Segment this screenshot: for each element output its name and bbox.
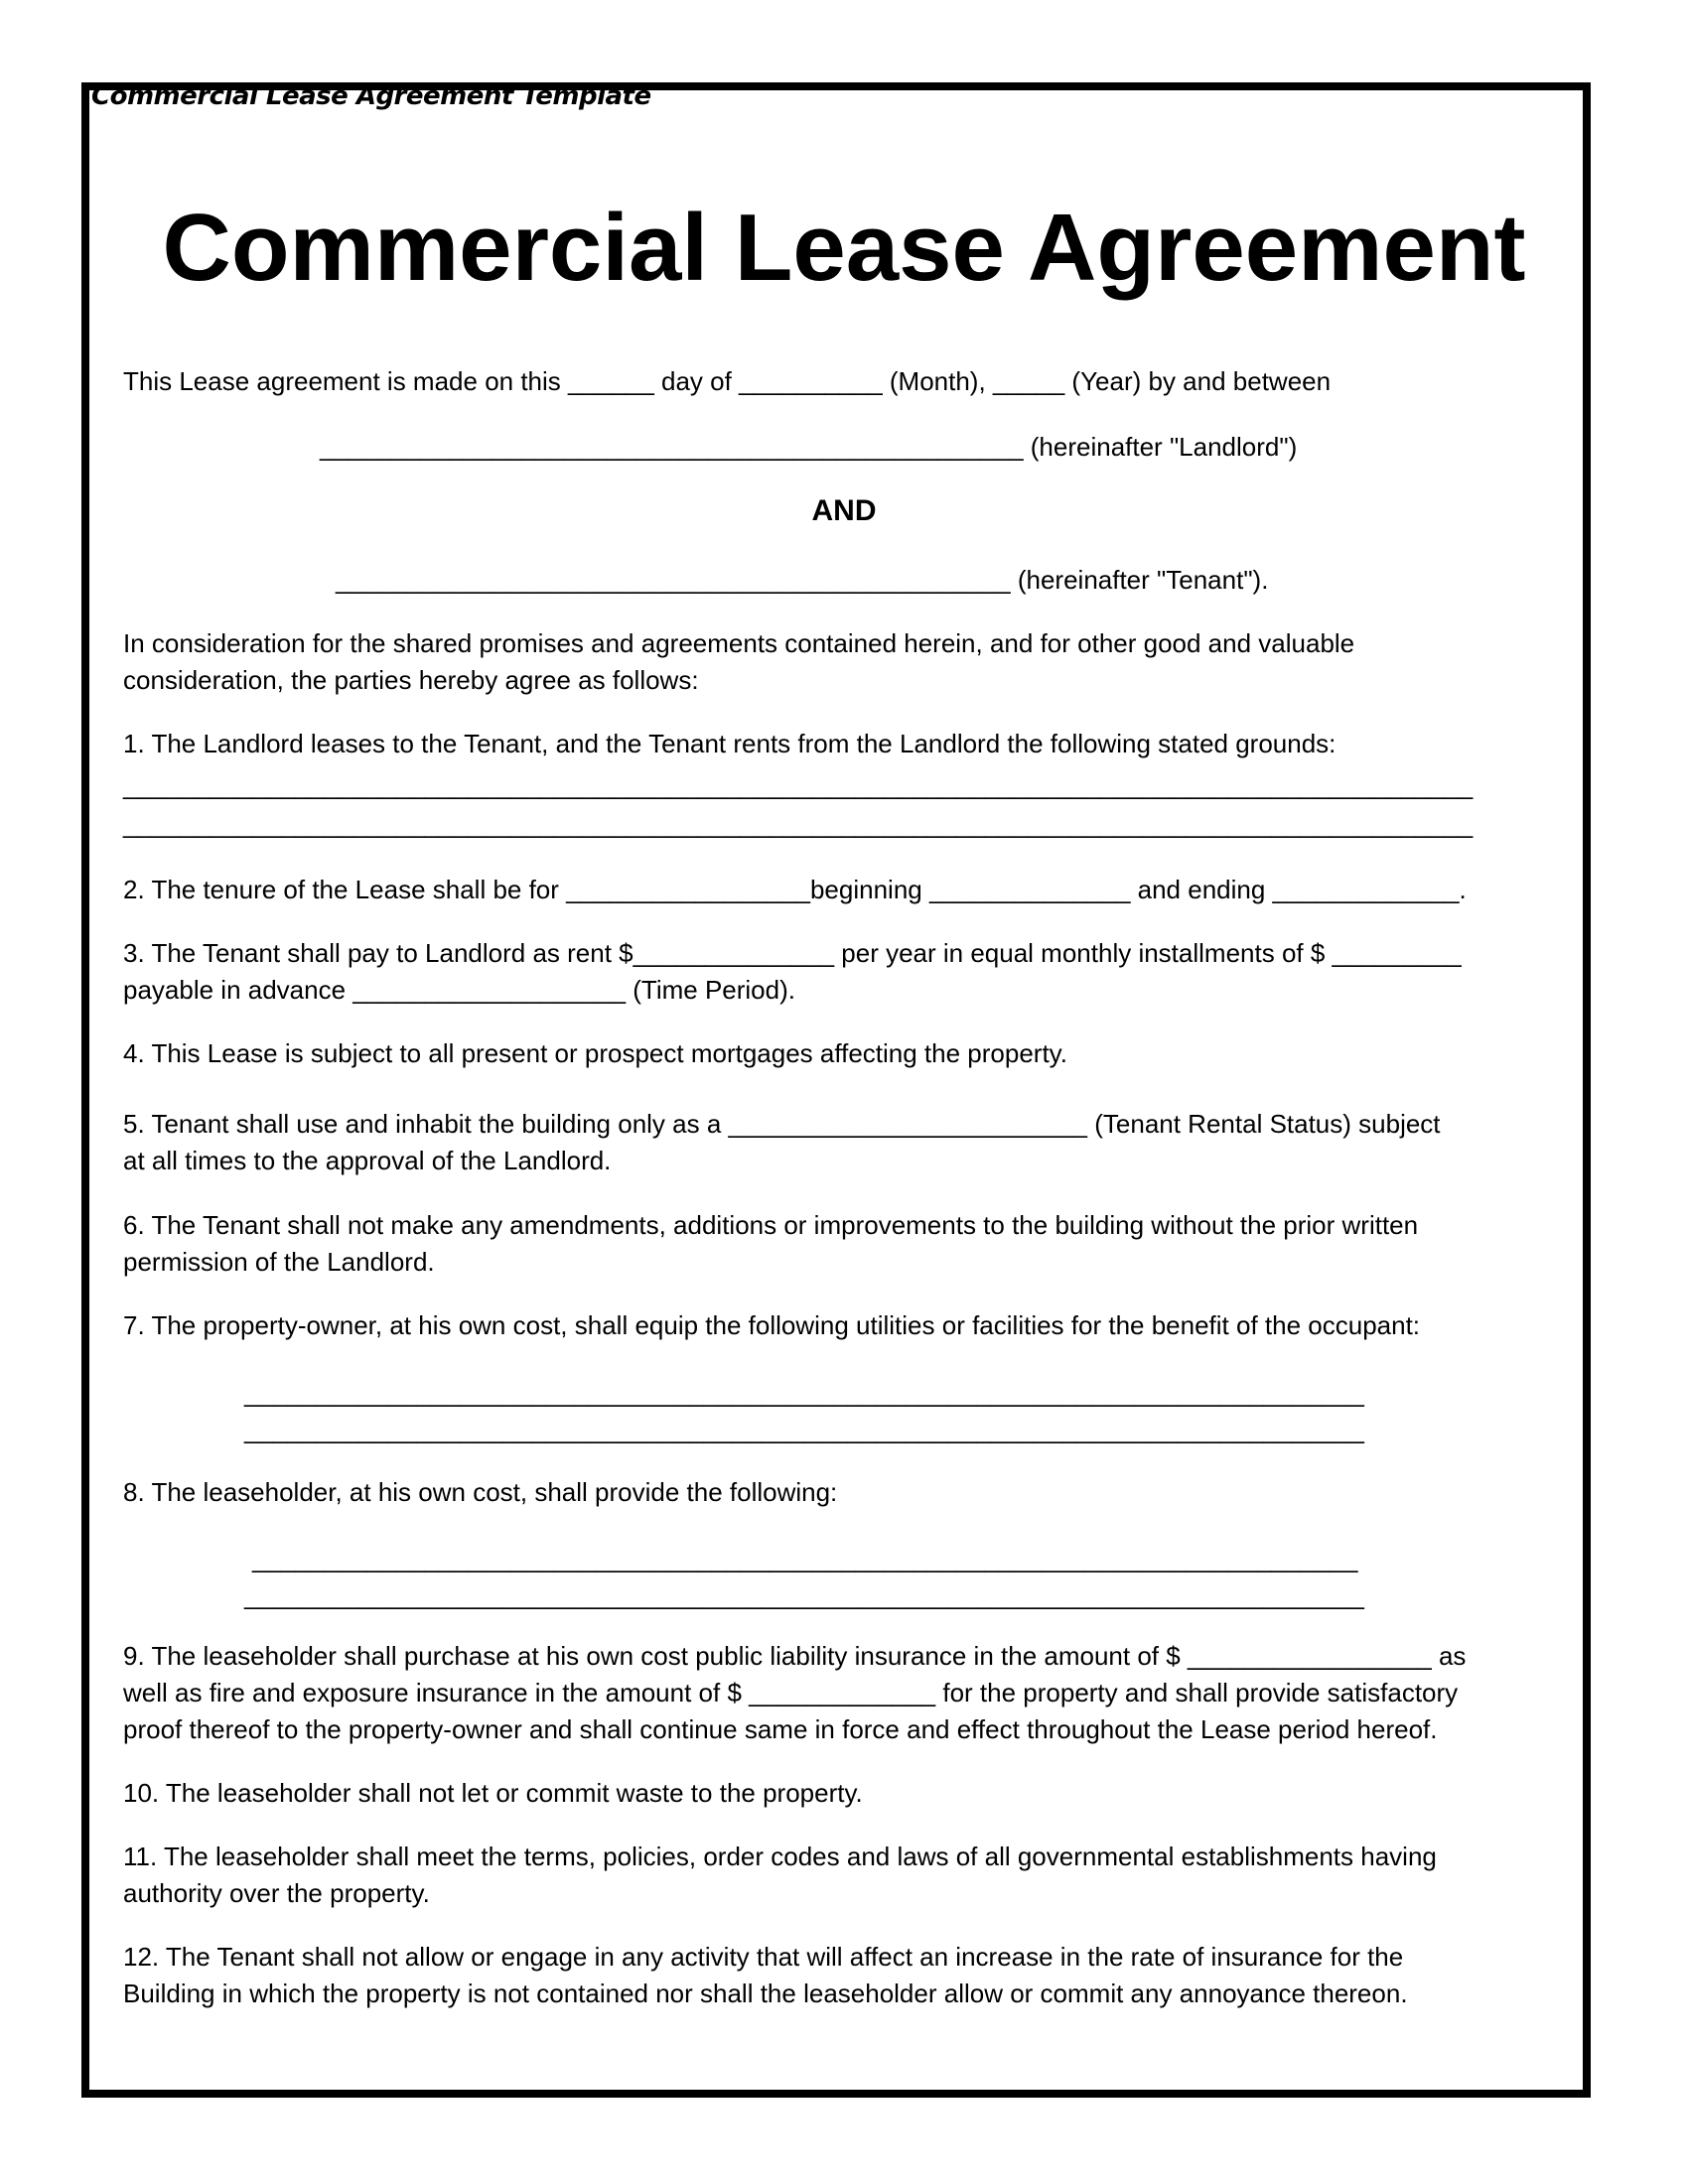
clause-8-blank-1: _____________________________________________________________________________ (252, 1544, 1358, 1573)
document-title: Commercial Lease Agreement (162, 195, 1526, 301)
clause-12-line-1: 12. The Tenant shall not allow or engage in any activity that will affect an increase in the rate of insurance for the (123, 1942, 1404, 1972)
and-separator: AND (811, 494, 877, 527)
consideration-line-1: In consideration for the shared promises and agreements contained herein, and for other good and valuable (123, 628, 1355, 658)
clause-1-blank-2: ______________________________________________________________________________________________ (123, 809, 1474, 839)
clause-7-blank-1: ______________________________________________________________________________ (244, 1378, 1364, 1408)
clause-1-blank-1: ______________________________________________________________________________________________ (123, 770, 1474, 800)
template-label: Commercial Lease Agreement Template (91, 81, 651, 111)
clause-10: 10. The leaseholder shall not let or commit waste to the property. (123, 1778, 863, 1808)
clause-8: 8. The leaseholder, at his own cost, shall provide the following: (123, 1477, 838, 1507)
clause-9-line-3: proof thereof to the property-owner and shall continue same in force and effect throughout the Lease period hereof. (123, 1714, 1438, 1744)
clause-5-line-2: at all times to the approval of the Landlord. (123, 1146, 612, 1175)
clause-8-blank-2: ______________________________________________________________________________ (244, 1580, 1364, 1610)
clause-9-line-1: 9. The leaseholder shall purchase at his own cost public liability insurance in the amount of $ _________________ as (123, 1641, 1467, 1671)
tenant-line: _______________________________________________ (hereinafter "Tenant"). (336, 565, 1269, 595)
clause-12-line-2: Building in which the property is not contained nor shall the leaseholder allow or commit any annoyance thereon. (123, 1979, 1408, 2008)
clause-6-line-2: permission of the Landlord. (123, 1247, 435, 1277)
clause-3-line-1: 3. The Tenant shall pay to Landlord as rent $______________ per year in equal monthly installments of $ _________ (123, 938, 1462, 968)
clause-6-line-1: 6. The Tenant shall not make any amendments, additions or improvements to the building without the prior written (123, 1210, 1419, 1240)
clause-1: 1. The Landlord leases to the Tenant, and the Tenant rents from the Landlord the following stated grounds: (123, 729, 1336, 758)
clause-11-line-1: 11. The leaseholder shall meet the terms, policies, order codes and laws of all governmental establishments having (123, 1842, 1437, 1871)
clause-2: 2. The tenure of the Lease shall be for _________________beginning ______________ and ending _____________. (123, 875, 1467, 904)
clause-5-line-1: 5. Tenant shall use and inhabit the building only as a _________________________ (Tenant Rental Status) subject (123, 1109, 1441, 1139)
clause-7-blank-2: ______________________________________________________________________________ (244, 1415, 1364, 1444)
clause-4: 4. This Lease is subject to all present or prospect mortgages affecting the property. (123, 1038, 1067, 1068)
intro-line: This Lease agreement is made on this ______ day of __________ (Month), _____ (Year) by and between (123, 366, 1332, 396)
consideration-line-2: consideration, the parties hereby agree as follows: (123, 665, 699, 695)
clause-11-line-2: authority over the property. (123, 1878, 430, 1908)
clause-3-line-2: payable in advance ___________________ (Time Period). (123, 975, 795, 1005)
clause-7: 7. The property-owner, at his own cost, shall equip the following utilities or facilities for the benefit of the occupant: (123, 1310, 1421, 1340)
clause-9-line-2: well as fire and exposure insurance in the amount of $ _____________ for the property and shall provide satisfactory (123, 1678, 1459, 1707)
landlord-line: _________________________________________________ (hereinafter "Landlord") (320, 432, 1298, 462)
